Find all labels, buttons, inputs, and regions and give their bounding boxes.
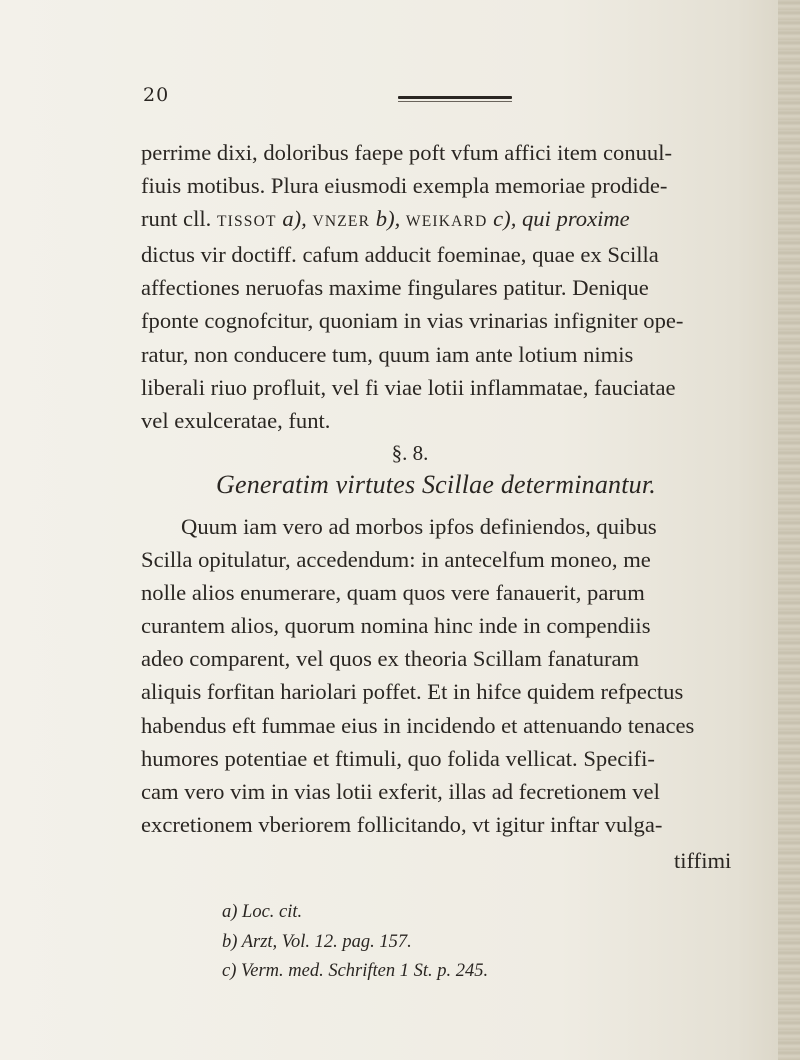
text-line: vel exulceratae, funt. — [141, 407, 331, 433]
page-number: 20 — [143, 84, 170, 106]
section-heading: Generatim virtutes Scillae determinantur. — [215, 470, 657, 499]
text-line-citations — [141, 202, 771, 238]
footnote-b: b) Arzt, Vol. 12. pag. 157. — [222, 931, 412, 952]
text-line: dictus vir doctiff. cafum adducit foeminae, quae ex Scilla — [141, 242, 659, 268]
header-rule — [398, 96, 512, 99]
text-line: adeo comparent, vel quos ex theoria Scillam fanaturam — [141, 646, 640, 672]
footnote-c: c) Verm. med. Schriften 1 St. p. 245. — [222, 961, 489, 981]
text-line: excretionem vberiorem follicitando, vt igitur inftar vulga- — [141, 811, 663, 837]
author-vnzer: VNZER — [312, 213, 371, 231]
text-line: humores potentiae et ftimuli, quo folida vellicat. Specifi- — [141, 745, 655, 771]
text-line: Scilla opitulatur, accedendum: in antecelfum moneo, me — [141, 547, 651, 573]
text-line: curantem alios, quorum nomina hinc inde in compendiis — [141, 613, 651, 639]
text-line: liberali riuo profluit, vel fi viae lotii inflammatae, fauciatae — [141, 374, 676, 400]
ref-b: b), — [370, 206, 406, 232]
paragraph-top — [141, 136, 771, 437]
paragraph-body — [141, 510, 771, 841]
footnotes — [222, 898, 488, 987]
ref-a: a), — [276, 206, 313, 232]
text-line: perrime dixi, doloribus faepe poft vfum affici item conuul- — [141, 140, 673, 165]
page-edge — [778, 0, 800, 1060]
text-line: nolle alios enumerare, quam quos vere fanauerit, parum — [141, 580, 645, 606]
footnote-a: a) Loc. cit. — [222, 902, 303, 922]
author-weikard: WEIKARD — [405, 213, 488, 231]
text-line: cam vero vim in vias lotii exferit, illas ad fecretionem vel — [141, 778, 660, 804]
text-line: habendus eft fummae eius in incidendo et attenuando tenaces — [141, 712, 695, 738]
text-line: affectiones neruofas maxime fingulares patitur. Denique — [141, 275, 649, 301]
ref-c: c), qui proxime — [487, 206, 630, 232]
header-rule-thin — [398, 101, 512, 102]
section-number: §. 8. — [391, 441, 429, 465]
text-line: ratur, non conducere tum, quum iam ante lotium nimis — [141, 341, 634, 367]
catchword: tiffimi — [674, 848, 732, 873]
text-line: aliquis forfitan hariolari poffet. Et in hifce quidem refpectus — [141, 679, 684, 705]
author-tissot: TISSOT — [216, 213, 277, 231]
text-line: fiuis motibus. Plura eiusmodi exempla memoriae prodide- — [141, 173, 668, 199]
text-line: Quum iam vero ad morbos ipfos definiendos, quibus — [181, 514, 657, 539]
text-line: fponte cognofcitur, quoniam in vias vrinarias infigniter ope- — [141, 308, 684, 334]
text-segment: runt cll. — [141, 206, 212, 232]
